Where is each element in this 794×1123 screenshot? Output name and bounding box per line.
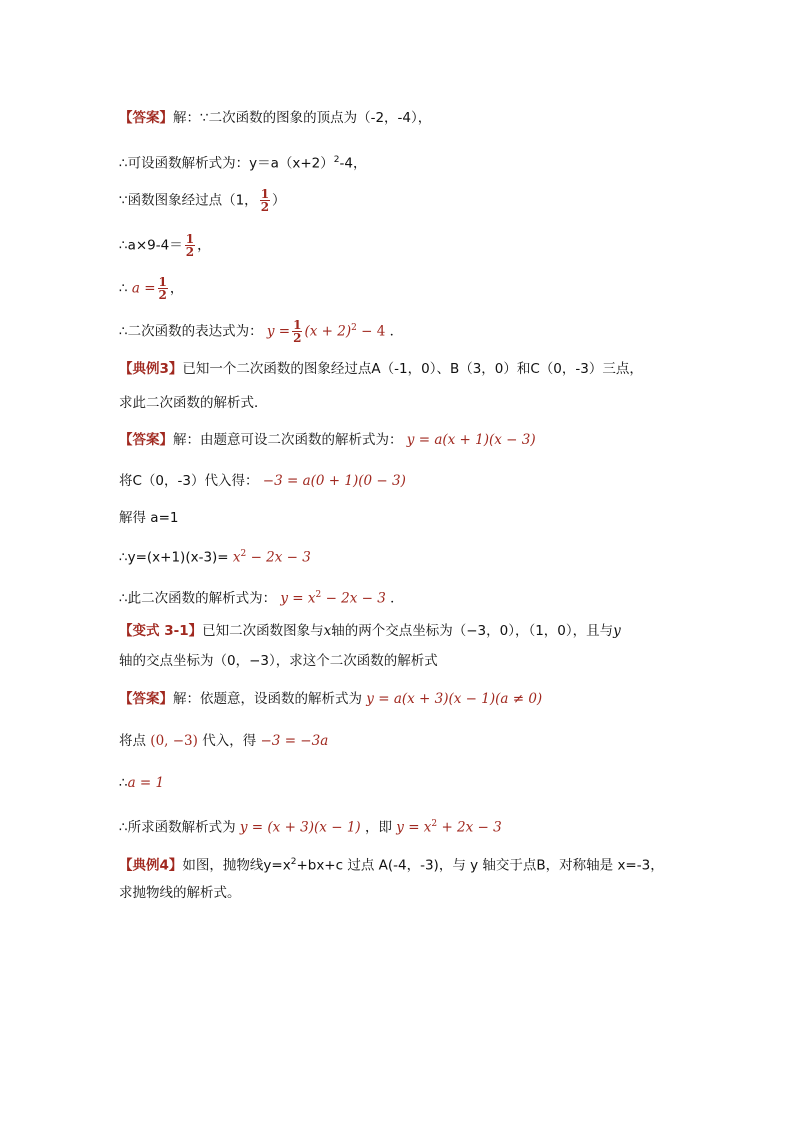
- math: x: [323, 623, 332, 639]
- numerator: 1: [293, 318, 302, 332]
- answer-3-line-4: [119, 544, 311, 568]
- text: ∴可设函数解析式为：y＝a（x+2）: [119, 155, 334, 172]
- superscript: 2: [333, 155, 340, 165]
- superscript: 2: [351, 323, 357, 333]
- text: ）: [272, 192, 286, 209]
- numerator: 1: [158, 275, 167, 289]
- math: y = a(x + 3)(x − 1)(a ≠ 0): [366, 691, 543, 707]
- answer-tag: 【答案】: [119, 110, 173, 126]
- answer-tag: 【答案】: [119, 691, 173, 707]
- text: 解：依题意，设函数的解析式为: [173, 691, 362, 707]
- math: y = x: [280, 590, 316, 607]
- fraction: [292, 319, 302, 344]
- math: (0, −3): [150, 733, 198, 749]
- superscript: 2: [290, 857, 297, 867]
- math: y: [613, 623, 621, 639]
- answer-3-line-5: [119, 585, 404, 609]
- superscript: 2: [431, 819, 438, 829]
- text: 解：由题意可设二次函数的解析式为：: [173, 432, 403, 448]
- numerator: 1: [260, 187, 270, 201]
- text: 解：∵二次函数的图象的顶点为（-2，-4），: [173, 110, 432, 126]
- text: ．: [389, 323, 404, 340]
- numerator: 1: [185, 232, 195, 246]
- text: 解得 a=1: [119, 510, 179, 526]
- example-3-line-1: [119, 359, 643, 379]
- text: 轴的两个交点坐标为（−3，0），（1，0），且与: [331, 623, 614, 639]
- text: ∴: [119, 775, 128, 791]
- text: ∴: [119, 280, 128, 297]
- superscript: 2: [315, 590, 322, 600]
- math: + 2x − 3: [441, 819, 502, 836]
- fraction: [260, 188, 270, 213]
- math: − 4: [361, 323, 386, 340]
- text: 已知一个二次函数的图象经过点A（-1，0）、B（3，0）和C（0，-3）三点，: [182, 361, 643, 377]
- math: x: [232, 549, 241, 566]
- math: − 2x − 3: [250, 549, 311, 566]
- variant-3-1-line-2: [119, 651, 438, 671]
- answer-line-4: [119, 233, 211, 258]
- text: +bx+c 过点 A(-4，-3)，与 y 轴交于点B，对称轴是 x=-3，: [296, 857, 664, 874]
- text: 已知二次函数图象与: [202, 623, 324, 639]
- text: ，即: [364, 819, 392, 836]
- text: ∴a×9-4＝: [119, 237, 183, 254]
- math: a =: [131, 280, 156, 297]
- text: ∵函数图象经过点（1，: [119, 192, 258, 209]
- text: 如图，抛物线y=x: [182, 857, 291, 874]
- text: ∴二次函数的表达式为：: [119, 323, 263, 340]
- text: 求此二次函数的解析式．: [119, 395, 268, 411]
- math: y = x: [396, 819, 432, 836]
- answer-3-1-line-3: [119, 773, 164, 793]
- fraction: [158, 276, 168, 301]
- fraction: [185, 233, 195, 258]
- example-4-line-2: [119, 883, 241, 903]
- text: ．: [390, 590, 404, 607]
- text: ∴y=(x+1)(x-3)=: [119, 549, 229, 566]
- text: 代入，得: [202, 733, 257, 749]
- variant-3-1-line-1: [119, 621, 621, 641]
- denominator: 2: [185, 245, 195, 259]
- answer-3-line-1: [119, 430, 536, 450]
- text: ，: [197, 237, 211, 254]
- math: −3 = a(0 + 1)(0 − 3): [262, 473, 406, 489]
- answer-3-1-line-4: [119, 814, 502, 838]
- answer-line-5: [119, 276, 183, 301]
- example-4-line-1: [119, 852, 664, 876]
- answer-line-6: [119, 318, 403, 344]
- answer-tag: 【答案】: [119, 432, 173, 448]
- denominator: 2: [293, 331, 302, 345]
- math: y = a(x + 1)(x − 3): [406, 432, 536, 448]
- math: (x + 2): [304, 323, 352, 340]
- answer-3-1-line-1: [119, 689, 542, 709]
- example-tag: 【典例3】: [119, 361, 183, 377]
- variant-tag: 【变式 3-1】: [119, 623, 203, 639]
- text: 将点: [119, 733, 146, 749]
- answer-line-1: [119, 108, 431, 128]
- text: 将C（0，-3）代入得：: [119, 473, 259, 489]
- answer-3-1-line-2: [119, 731, 328, 751]
- denominator: 2: [260, 200, 270, 214]
- text: ∴此二次函数的解析式为：: [119, 590, 277, 607]
- example-3-line-2: [119, 393, 268, 413]
- answer-line-2: [119, 150, 366, 174]
- math: − 2x − 3: [325, 590, 386, 607]
- answer-3-line-3: [119, 508, 178, 528]
- example-tag: 【典例4】: [119, 857, 183, 874]
- text: 轴的交点坐标为（0，−3），求这个二次函数的解析式: [119, 653, 438, 669]
- math: a = 1: [127, 775, 165, 791]
- math: −3 = −3a: [260, 733, 329, 749]
- text: 求抛物线的解析式。: [119, 885, 241, 901]
- answer-line-3: [119, 188, 286, 213]
- math: y =: [266, 323, 291, 340]
- superscript: 2: [240, 549, 247, 559]
- text: ，: [169, 280, 184, 297]
- math: y = (x + 3)(x − 1): [239, 819, 361, 836]
- text: ∴所求函数解析式为: [119, 819, 236, 836]
- text: -4，: [339, 155, 367, 172]
- denominator: 2: [158, 288, 167, 302]
- answer-3-line-2: [119, 471, 406, 491]
